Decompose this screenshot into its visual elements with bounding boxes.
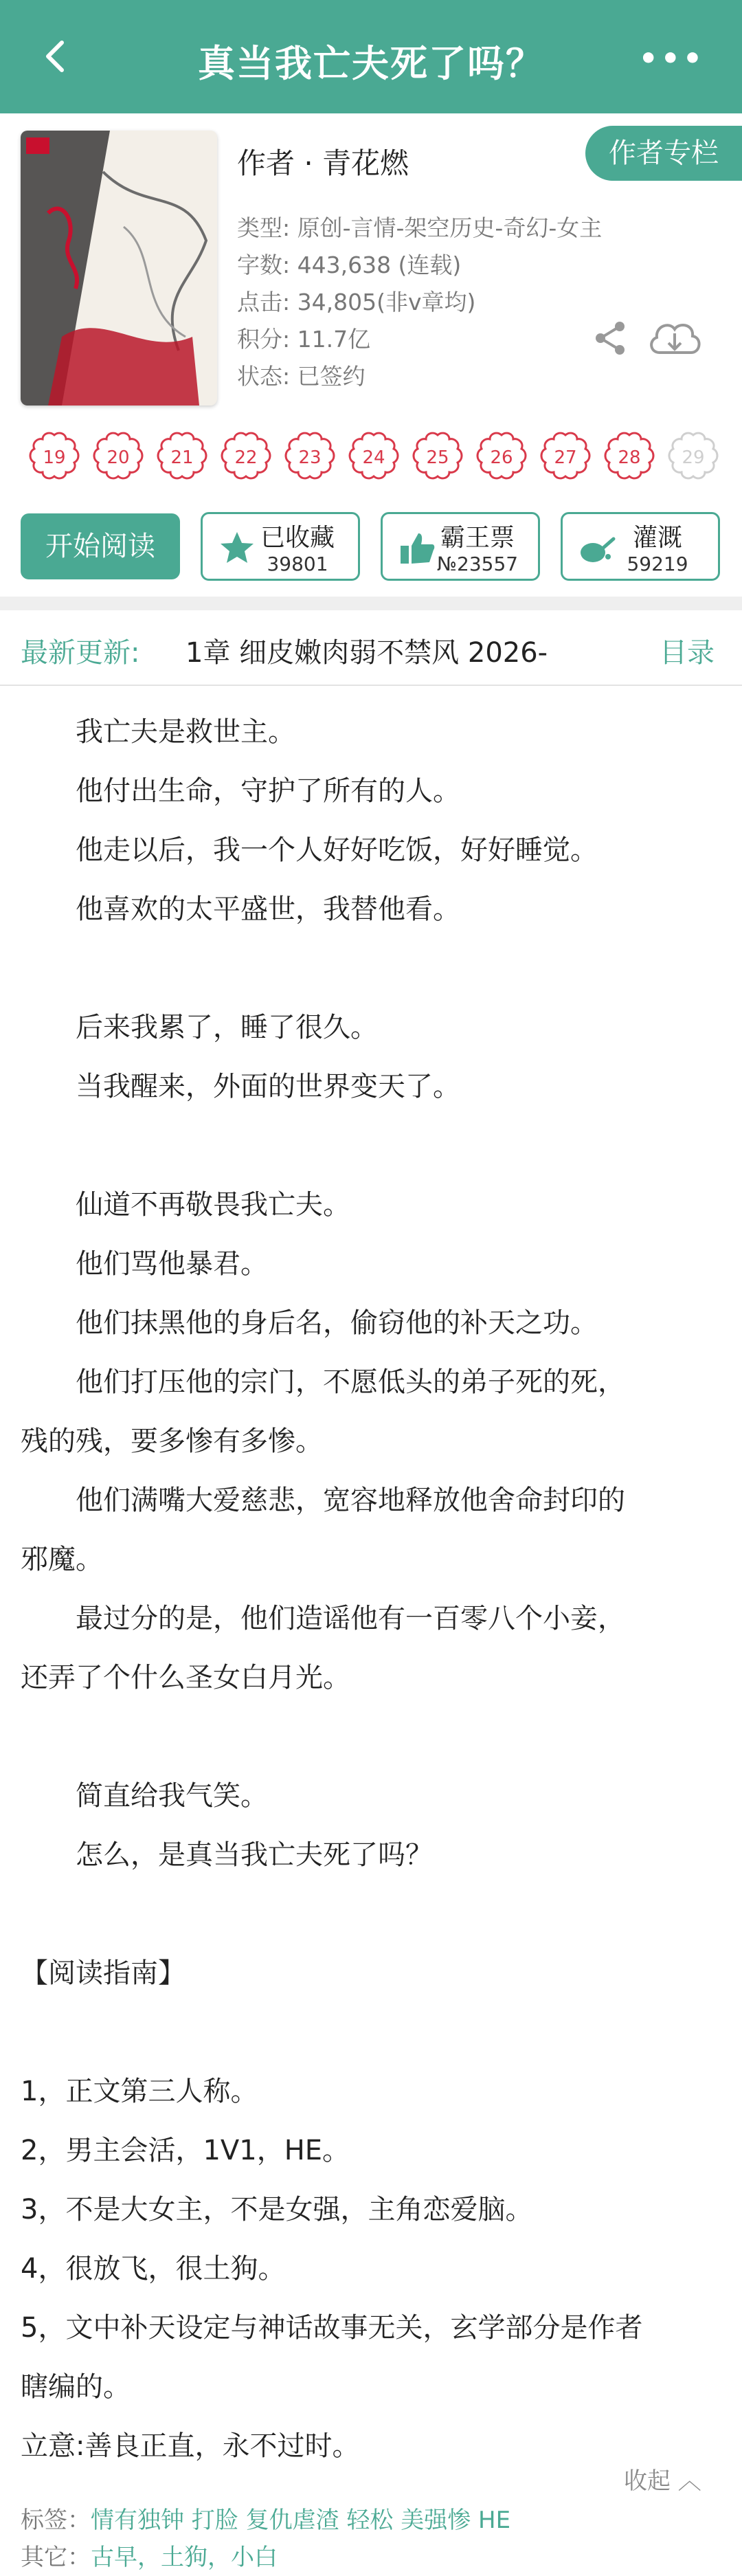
synopsis-line: 他们抹黑他的身后名，偷窃他的补天之功。 xyxy=(21,1307,598,1339)
author-name[interactable]: 作者 · 青花燃 xyxy=(237,146,409,180)
collapse-button[interactable]: 收起 ︿ xyxy=(624,2467,701,2495)
meta-status: 状态: 已签约 xyxy=(237,363,366,390)
share-icon[interactable] xyxy=(592,320,629,357)
table-of-contents-link[interactable]: 目录 xyxy=(660,637,715,669)
synopsis-line: 3，不是大女主，不是女强，主角恋爱脑。 xyxy=(21,2194,533,2225)
other-value: 古早，土狗，小白 xyxy=(91,2544,278,2571)
badge-24[interactable]: 24 xyxy=(347,431,401,485)
water-label: 灌溉 xyxy=(632,524,682,552)
badge-19[interactable]: 19 xyxy=(27,431,81,485)
favorite-count: 39801 xyxy=(267,553,328,575)
tags-section xyxy=(21,2502,510,2576)
top-bar xyxy=(0,0,742,113)
synopsis-line: 残的残，要多惨有多惨。 xyxy=(21,1425,323,1457)
book-synopsis xyxy=(21,702,728,2476)
book-cover[interactable] xyxy=(21,131,217,406)
badge-20[interactable]: 20 xyxy=(91,431,145,485)
latest-update-bar[interactable] xyxy=(0,610,742,686)
badge-26[interactable]: 26 xyxy=(475,431,528,485)
badge-22[interactable]: 22 xyxy=(219,431,273,485)
synopsis-line: 【阅读指南】 xyxy=(21,1957,186,1989)
synopsis-line: 5，文中补天设定与神话故事无关，玄学部分是作者 xyxy=(21,2312,643,2344)
badge-27[interactable]: 27 xyxy=(539,431,592,485)
synopsis-line: 2，男主会活，1V1，HE。 xyxy=(21,2135,350,2166)
synopsis-line: 瞎编的。 xyxy=(21,2371,131,2403)
synopsis-line: 仙道不再敬畏我亡夫。 xyxy=(21,1189,350,1221)
chapter-badges xyxy=(27,431,728,486)
tags-label: 标签： xyxy=(21,2507,91,2534)
meta-score: 积分: 11.7亿 xyxy=(237,326,371,353)
synopsis-line: 他付出生命，守护了所有的人。 xyxy=(21,775,460,807)
badge-21[interactable]: 21 xyxy=(155,431,209,485)
synopsis-line: 1，正文第三人称。 xyxy=(21,2076,258,2107)
water-count: 59219 xyxy=(627,553,688,575)
meta-clicks: 点击: 34,805(非v章均) xyxy=(237,289,476,315)
badge-23[interactable]: 23 xyxy=(283,431,337,485)
more-menu-icon[interactable]: ••• xyxy=(638,41,705,76)
synopsis-line: 简直给我气笑。 xyxy=(21,1780,268,1812)
synopsis-line: 他们打压他的宗门，不愿低头的弟子死的死， xyxy=(21,1366,625,1398)
synopsis-line xyxy=(21,2003,728,2062)
synopsis-line: 最过分的是，他们造谣他有一百零八个小妾， xyxy=(21,1603,625,1634)
synopsis-line xyxy=(21,1707,728,1766)
synopsis-line: 邪魔。 xyxy=(21,1544,103,1575)
cloud-download-icon[interactable] xyxy=(646,314,704,362)
other-label: 其它： xyxy=(21,2544,91,2571)
synopsis-line: 后来我累了，睡了很久。 xyxy=(21,1012,378,1043)
section-divider xyxy=(0,597,742,610)
synopsis-line: 当我醒来，外面的世界变天了。 xyxy=(21,1071,460,1102)
meta-word-count: 字数: 443,638 (连载) xyxy=(237,252,462,278)
synopsis-line: 他们满嘴大爱慈悲，宽容地释放他舍命封印的 xyxy=(21,1485,625,1516)
tags-row xyxy=(21,2502,510,2539)
synopsis-line: 4，很放飞，很土狗。 xyxy=(21,2253,286,2285)
favorite-label: 已收藏 xyxy=(260,524,335,552)
book-meta xyxy=(237,210,602,395)
synopsis-line: 立意:善良正直，永不过时。 xyxy=(21,2430,360,2462)
synopsis-line xyxy=(21,1116,728,1175)
latest-update-label: 最新更新: xyxy=(21,637,140,669)
page-title: 真当我亡夫死了吗？ xyxy=(198,42,544,85)
start-reading-button[interactable]: 开始阅读 xyxy=(21,513,180,579)
synopsis-line: 他们骂他暴君。 xyxy=(21,1248,268,1280)
tags-value[interactable]: 情有独钟 打脸 复仇虐渣 轻松 美强惨 HE xyxy=(91,2507,511,2534)
meta-type: 类型: 原创-言情-架空历史-奇幻-女主 xyxy=(237,214,603,241)
favorite-button[interactable] xyxy=(201,512,360,581)
author-column-button[interactable]: 作者专栏 xyxy=(585,126,742,181)
synopsis-line: 他走以后，我一个人好好吃饭，好好睡觉。 xyxy=(21,834,598,866)
other-row xyxy=(21,2539,510,2576)
badge-28[interactable]: 28 xyxy=(603,431,656,485)
book-card xyxy=(0,113,742,595)
synopsis-line xyxy=(21,939,728,998)
synopsis-line: 他喜欢的太平盛世，我替他看。 xyxy=(21,893,460,925)
badge-25[interactable]: 25 xyxy=(411,431,464,485)
synopsis-line xyxy=(21,1885,728,1944)
synopsis-line: 我亡夫是救世主。 xyxy=(21,716,295,748)
badge-29[interactable]: 29 xyxy=(666,431,720,485)
vote-ticket-label: 霸王票 xyxy=(440,524,515,552)
synopsis-line: 还弄了个什么圣女白月光。 xyxy=(21,1662,350,1694)
synopsis-line: 怎么，是真当我亡夫死了吗？ xyxy=(21,1839,433,1871)
vote-ticket-count: №23557 xyxy=(436,553,519,575)
water-button[interactable] xyxy=(561,512,720,581)
latest-update-text[interactable]: 1章 细皮嫩肉弱不禁风 2026- xyxy=(186,637,548,669)
vote-ticket-button[interactable] xyxy=(381,512,540,581)
